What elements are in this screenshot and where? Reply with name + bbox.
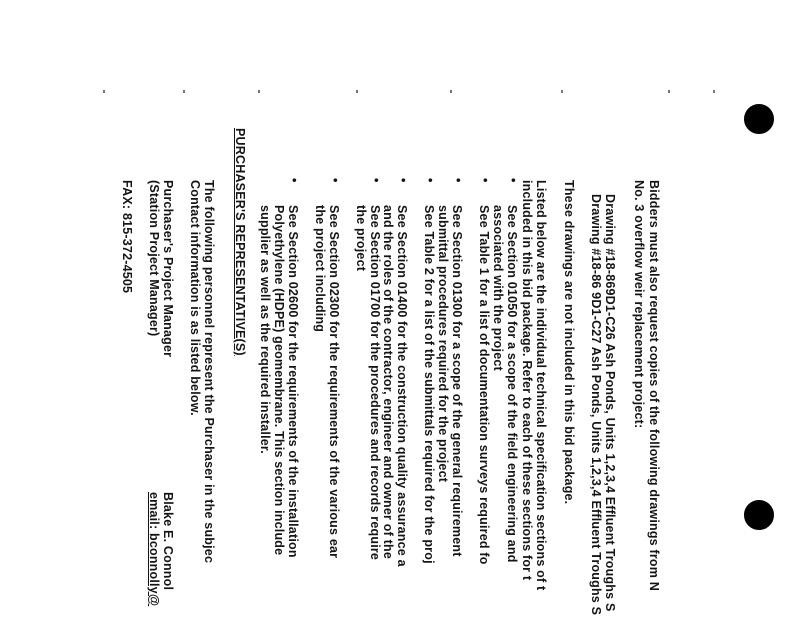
bullet-line: and the roles of the contractor, engineer and owner of the (381, 205, 395, 560)
bullet-line: the project (354, 205, 368, 272)
bullet-marker: • (423, 178, 437, 183)
bullet-line: See Section 02600 for the requirements of the installation (286, 205, 300, 558)
bullet-line: See Section 01400 for the construction quality assurance a (395, 205, 409, 567)
bullet-line: See Table 1 for a list of documentation surveys required fo (477, 205, 491, 565)
bullet-line: See Section 01050 for a scope of the field engineering and (505, 205, 519, 563)
contact-email[interactable]: email: bconnolly@ (147, 492, 161, 607)
bullet-marker: • (506, 178, 520, 183)
bullet-line: associated with the project (491, 205, 505, 371)
contact-subrole: (Station Project Manager) (147, 180, 161, 337)
bullet-marker: • (396, 178, 410, 183)
bullet-marker: • (369, 178, 383, 183)
contact-role: Purchaser's Project Manager (161, 180, 175, 358)
body-line: The following personnel represent the Purchaser in the subjec (202, 180, 216, 564)
contact-fax: FAX: 815-372-4505 (120, 180, 134, 294)
scan-speck (183, 90, 185, 93)
scan-speck (713, 90, 715, 93)
bullet-line: the project including (313, 205, 327, 333)
body-line: No. 3 overflow weir replacement project: (632, 180, 646, 429)
bullet-line: See Section 02300 for the requirements of the various ear (327, 205, 341, 559)
bullet-line: See Table 2 for a list of the submittals required for the proj (422, 205, 436, 564)
scan-speck (450, 90, 452, 93)
bullet-line: Polyethylene (HDPE) geomembrane. This section include (272, 205, 286, 556)
contact-name: Blake E. Connol (161, 492, 175, 591)
bullet-line: submittal procedures required for the project (436, 205, 450, 483)
bullet-marker: • (287, 178, 301, 183)
body-line: Drawing #18-869D1-C26 Ash Ponds, Units 1,2,3,4 Effluent Troughs S (603, 194, 617, 612)
scan-speck (258, 90, 260, 93)
bullet-marker: • (328, 178, 342, 183)
scan-speck (356, 90, 358, 93)
body-line: Listed below are the individual technical specification sections of t (534, 180, 548, 591)
body-line: These drawings are not included in this bid package. (562, 180, 576, 505)
bullet-marker: • (451, 178, 465, 183)
bullet-line: supplier as well as the required installer. (258, 205, 272, 454)
punch-hole-top (744, 104, 774, 134)
punch-hole-bottom (744, 500, 774, 530)
bullet-line: See Section 01700 for the procedures and records require (368, 205, 382, 561)
bullet-marker: • (478, 178, 492, 183)
bullet-line: See Section 01300 for a scope of the general requirement (450, 205, 464, 557)
scan-speck (561, 90, 563, 93)
scan-speck (103, 90, 105, 93)
body-line: Drawing #18-86 9D1-C27 Ash Ponds, Units 1,2,3,4 Effluent Troughs S (589, 194, 603, 616)
body-line: Bidders must also request copies of the following drawings from N (647, 180, 661, 591)
body-line: Contact information is as listed below. (188, 180, 202, 416)
body-line: included in this bid package. Refer to each of these sections for t (520, 180, 534, 581)
scan-speck (668, 90, 670, 93)
section-heading: PURCHASER'S REPRESENTATIVE(S) (233, 128, 247, 356)
